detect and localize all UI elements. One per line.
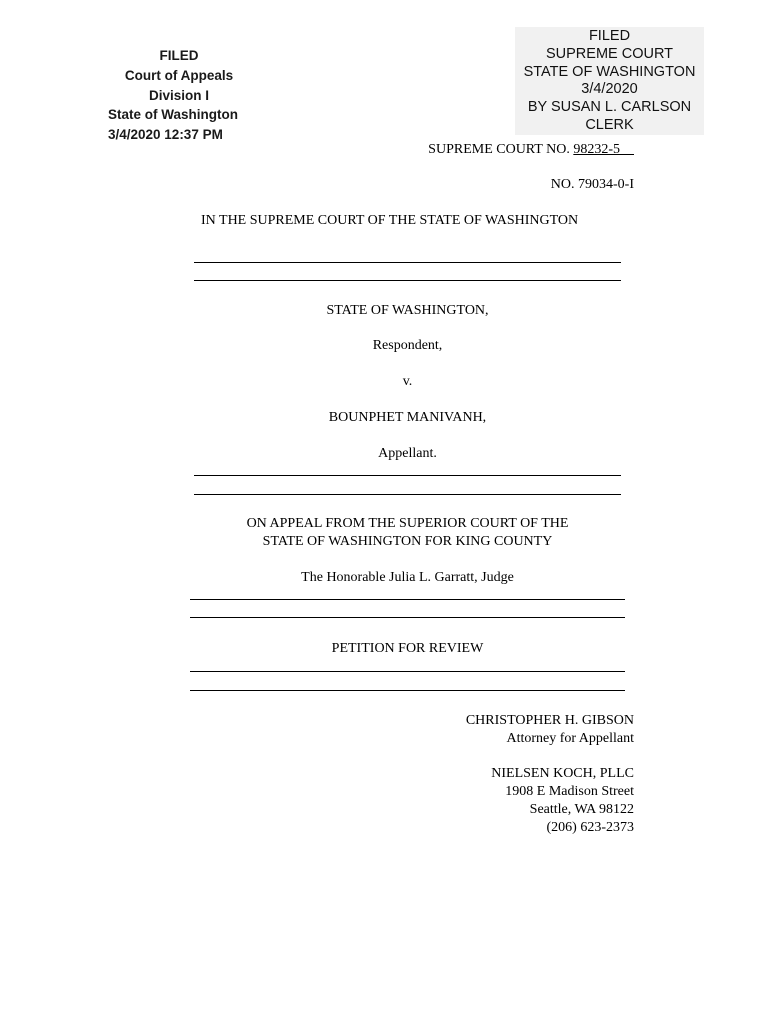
supreme-court-number-value: 98232-5 <box>573 142 620 157</box>
respondent-name: STATE OF WASHINGTON, <box>326 303 489 318</box>
stamp-date: 3/4/2020 <box>581 81 638 98</box>
appeals-case-number: NO. 79034-0-I <box>550 177 634 192</box>
supreme-court-case-number <box>428 141 634 159</box>
appeal-origin-line-2: STATE OF WASHINGTON FOR KING COUNTY <box>262 534 553 549</box>
document-title: PETITION FOR REVIEW <box>331 641 484 656</box>
stamp-court-name: SUPREME COURT <box>545 45 674 62</box>
divider-line <box>194 494 621 495</box>
divider-line <box>190 690 625 691</box>
court-of-appeals-filed-stamp <box>108 46 250 145</box>
supreme-court-number-label: SUPREME COURT NO. <box>428 142 570 157</box>
stamp-filed-label: FILED <box>588 28 631 44</box>
supreme-court-filed-stamp <box>515 27 704 135</box>
stamp-date-time: 3/4/2020 12:37 PM <box>108 127 223 143</box>
divider-line <box>190 617 625 618</box>
stamp-state: STATE OF WASHINGTON <box>523 63 696 80</box>
trial-judge: The Honorable Julia L. Garratt, Judge <box>301 570 514 585</box>
versus-label: v. <box>402 374 413 389</box>
stamp-clerk-title: CLERK <box>585 116 634 133</box>
law-firm-name: NIELSEN KOCH, PLLC <box>491 766 634 781</box>
stamp-court-name: Court of Appeals <box>124 67 234 83</box>
court-heading: IN THE SUPREME COURT OF THE STATE OF WASHINGTON <box>201 213 579 228</box>
appeal-origin-line-1: ON APPEAL FROM THE SUPERIOR COURT OF THE <box>246 516 569 531</box>
divider-line <box>190 599 625 600</box>
divider-line <box>190 671 625 672</box>
stamp-clerk-by: BY SUSAN L. CARLSON <box>527 99 692 116</box>
appellant-name: BOUNPHET MANIVANH, <box>328 410 487 425</box>
respondent-role: Respondent, <box>372 338 443 353</box>
divider-line <box>194 475 621 476</box>
stamp-state: State of Washington <box>108 107 238 123</box>
attorney-name: CHRISTOPHER H. GIBSON <box>465 713 634 728</box>
firm-phone-number: (206) 623-2373 <box>546 820 634 835</box>
divider-line <box>194 280 621 281</box>
firm-street-address: 1908 E Madison Street <box>505 784 634 799</box>
stamp-filed-label: FILED <box>159 48 199 63</box>
attorney-role: Attorney for Appellant <box>506 731 634 746</box>
appellant-role: Appellant. <box>378 446 437 461</box>
firm-city-state-zip: Seattle, WA 98122 <box>529 802 634 817</box>
divider-line <box>194 262 621 263</box>
stamp-division: Division I <box>148 87 209 103</box>
